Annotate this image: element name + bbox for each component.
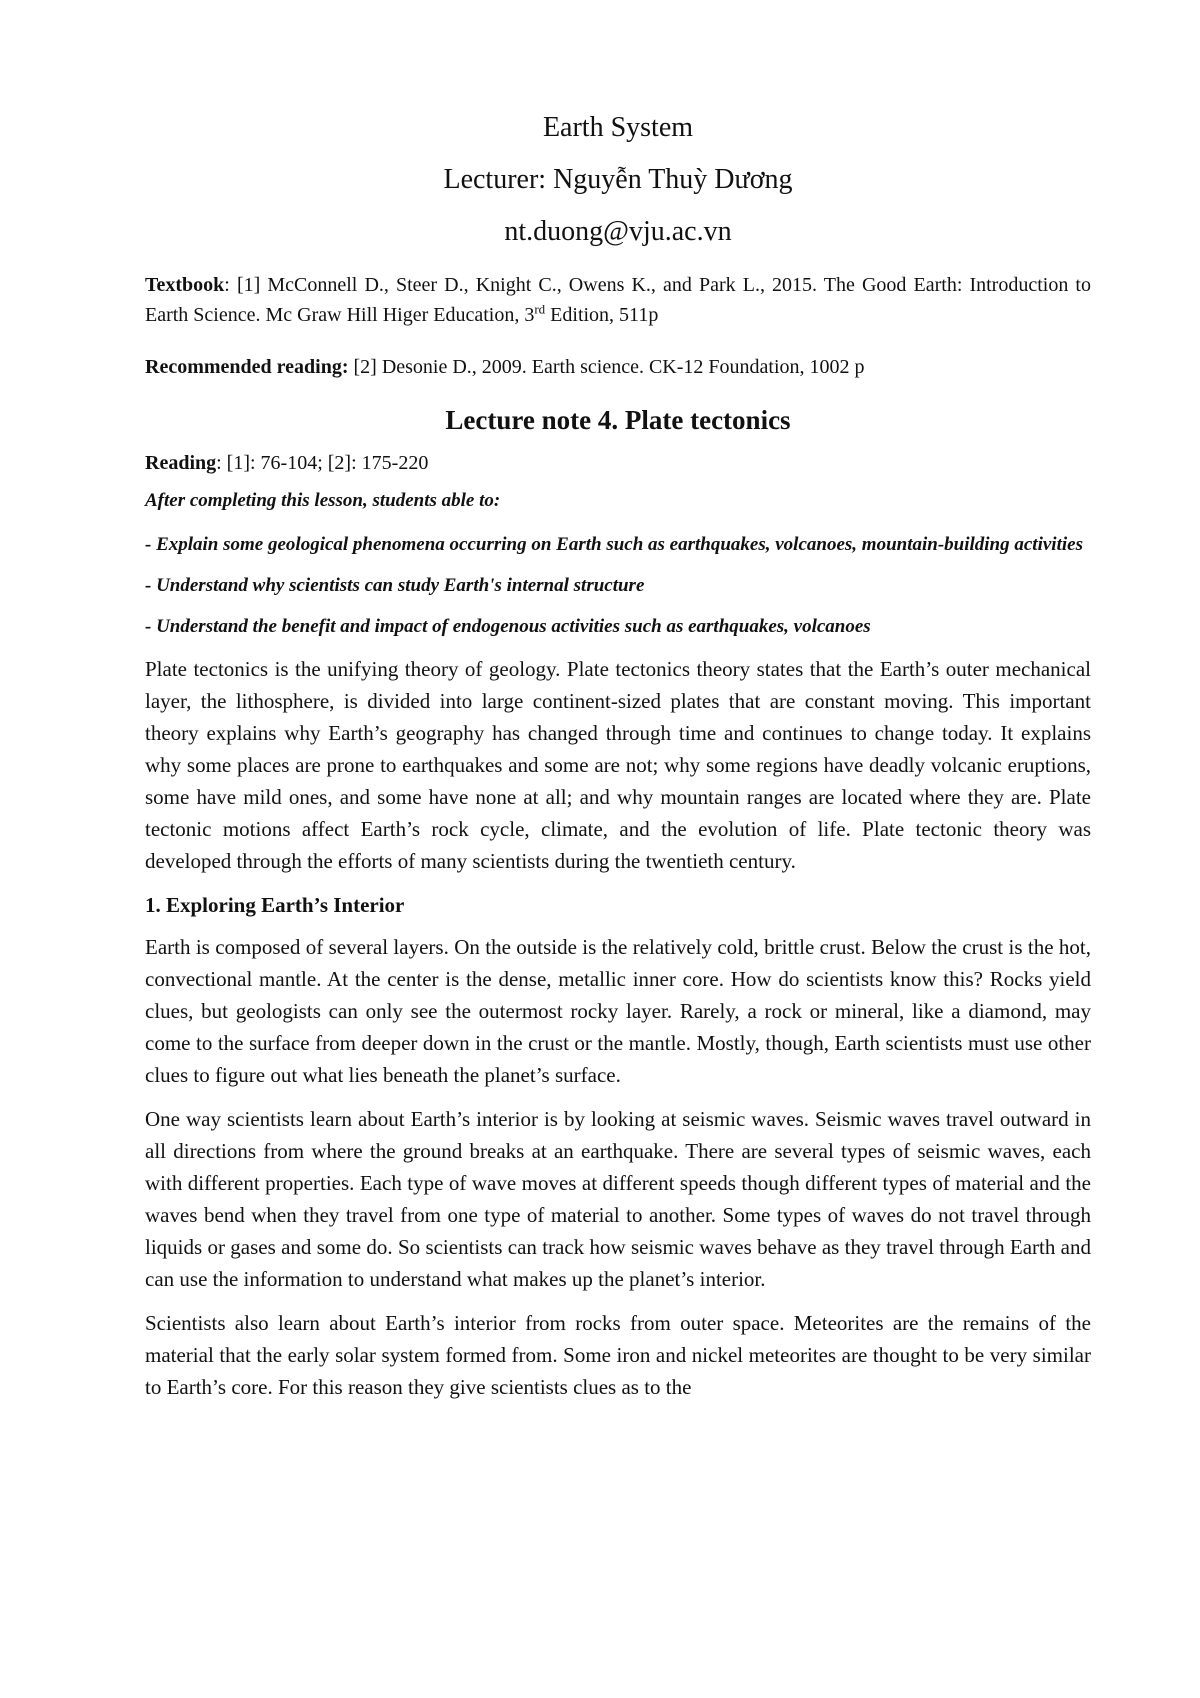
objectives-heading: After completing this lesson, students able to: bbox=[145, 490, 501, 511]
body-paragraph: One way scientists learn about Earth’s interior is by looking at seismic waves. Seismic waves travel outward in all directions from where the ground breaks at an earthquake. There are several types of seismic waves, each with different properties. Each type of wave moves at different speeds though different types of material and the waves bend when they travel from one type of material to another. Some types of waves do not travel through liquids or gases and some do. So scientists can track how seismic waves behave as they travel through Earth and can use the information to understand what makes up the planet’s interior. bbox=[145, 1107, 1091, 1291]
objective-item: - Understand why scientists can study Earth's internal structure bbox=[145, 575, 645, 596]
course-title: Earth System bbox=[542, 112, 694, 143]
objective-item: - Understand the benefit and impact of endogenous activities such as earthquakes, volcanoes bbox=[145, 616, 871, 637]
body-paragraph: Scientists also learn about Earth’s interior from rocks from outer space. Meteorites are the remains of the material that the early solar system formed from. Some iron and nickel meteorites are thought to be very similar to Earth’s core. For this reason they give scientists clues as to the bbox=[145, 1311, 1091, 1399]
textbook-label: Textbook bbox=[145, 274, 225, 296]
reading-pages bbox=[145, 448, 1091, 478]
intro-paragraph: Plate tectonics is the unifying theory of geology. Plate tectonics theory states that the Earth’s outer mechanical layer, the lithosphere, is divided into large continent-sized plates that are constant moving. This important theory explains why Earth’s geography has changed through time and continues to change today. It explains why some places are prone to earthquakes and some are not; why some regions have deadly volcanic eruptions, some have mild ones, and some have none at all; and why mountain ranges are located where they are. Plate tectonic motions affect Earth’s rock cycle, climate, and the evolution of life. Plate tectonic theory was developed through the efforts of many scientists during the twentieth century. bbox=[145, 657, 1091, 873]
lecturer-name: Lecturer: Nguyễn Thuỳ Dương bbox=[443, 164, 793, 195]
document-page bbox=[145, 108, 1091, 1415]
lecture-note-title: Lecture note 4. Plate tectonics bbox=[445, 405, 791, 435]
objective-item: - Explain some geological phenomena occurring on Earth such as earthquakes, volcanoes, mountain-building activities bbox=[145, 534, 1083, 555]
edition-superscript: rd bbox=[534, 301, 546, 317]
recommended-text: [2] Desonie D., 2009. Earth science. CK-12 Foundation, 1002 p bbox=[348, 356, 865, 378]
reading-label: Reading bbox=[145, 452, 217, 474]
recommended-reading bbox=[145, 352, 1091, 382]
textbook-reference bbox=[145, 270, 1091, 330]
section-heading: 1. Exploring Earth’s Interior bbox=[145, 893, 405, 917]
textbook-text: : [1] McConnell D., Steer D., Knight C., Owens K., and Park L., 2015. The Good Earth: Introduction to Earth Science. Mc Graw Hill Higer Education, 3 bbox=[145, 274, 1091, 326]
recommended-label: Recommended reading: bbox=[145, 356, 349, 378]
reading-text: : [1]: 76-104; [2]: 175-220 bbox=[216, 452, 429, 474]
lecturer-email: nt.duong@vju.ac.vn bbox=[504, 216, 732, 247]
body-paragraph: Earth is composed of several layers. On the outside is the relatively cold, brittle crust. Below the crust is the hot, convectional mantle. At the center is the dense, metallic inner core. How do scientists know this? Rocks yield clues, but geologists can only see the outermost rocky layer. Rarely, a rock or mineral, like a diamond, may come to the surface from deeper down in the crust or the mantle. Mostly, though, Earth scientists must use other clues to figure out what lies beneath the planet’s surface. bbox=[145, 935, 1091, 1087]
textbook-text-end: Edition, 511p bbox=[545, 304, 659, 326]
